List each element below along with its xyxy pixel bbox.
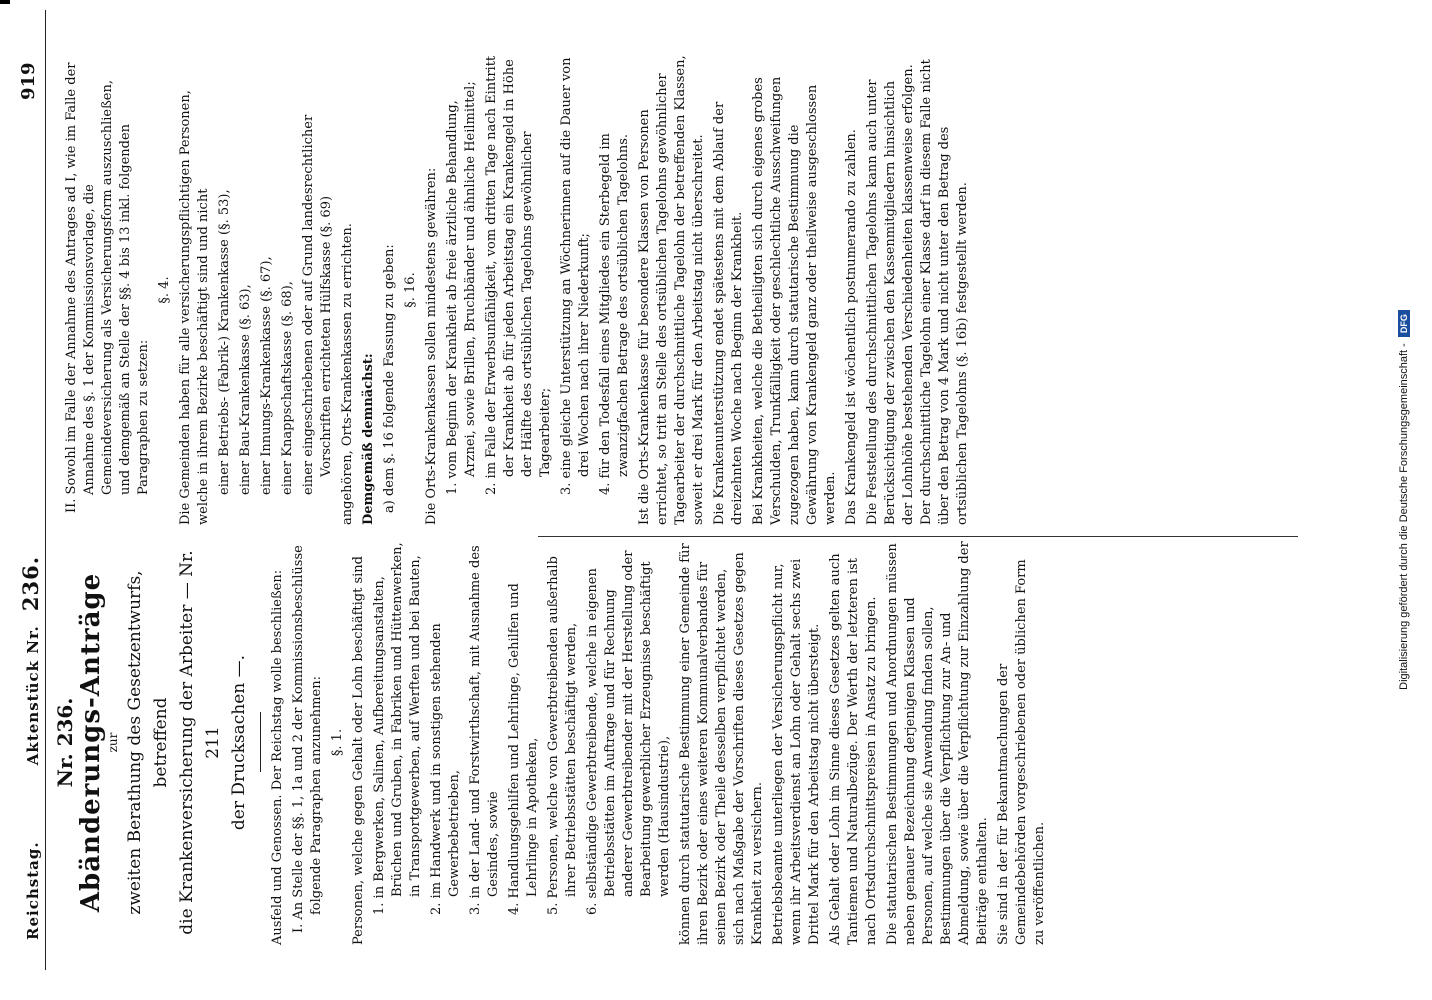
list-item: 4. für den Todesfall eines Mitgliedes ein Sterbegeld im zwanzigfachen Betrage des ortsüblichen Tagelohns. (598, 133, 631, 495)
doc-subtitle-line-3: der Drucksachen —. (229, 654, 249, 831)
paragraph-personen: Personen, welche gegen Gehalt oder Lohn beschäftigt sind (351, 556, 366, 945)
left-column (50, 540, 1052, 945)
right-column (60, 55, 975, 525)
list-item: einer Betriebs- (Fabrik-) Krankenkasse (§. 53), (217, 189, 232, 495)
digitization-credit (1398, 0, 1410, 1000)
doc-title-zur: zur (106, 732, 120, 753)
list-item: 3. eine gleiche Unterstützung an Wöchnerinnen auf die Dauer von drei Wochen nach ihrer Niederkunft; (559, 57, 592, 495)
list-item: 2. im Handwerk und in sonstigen stehenden Gewerbebetrieben, (429, 623, 462, 915)
header-rule (45, 10, 46, 970)
paragraph-statutarisch: Die statutarischen Bestimmungen und Anordnungen müssen neben genauer Bezeichnung derjenigen Klassen und Personen, auf welche sie Anwendung finden sollen, Bestimmungen über die Verpflichtung zur An- und Abmeldung, sowie über die Verpflichtung zur Einzahlung der Beiträge enthalten. (885, 541, 990, 945)
doc-subtitle-line-2: die Krankenversicherung der Arbeiter — Nr. 211 (177, 550, 223, 935)
list-item: 1. vom Beginn der Krankheit ab freie ärztliche Behandlung, Arznei, sowie Brillen, Bruchbänder und ähnliche Heilmittel; (445, 81, 478, 495)
paragraph-krankengeld: Das Krankengeld ist wöchentlich postnumerando zu zahlen. (844, 129, 859, 525)
paragraph-feststellung: Die Feststellung des durchschnittlichen Tagelohns kann auch unter Berücksichtigung der zwischen den Kassenmitgliedern hinsichtlich der Lohnhöhe bestehenden Verschiedenheiten klassenweise erfolgen. Der durchschnittliche Tagelohn einer Klasse darf in diesem Falle nicht über den Betrag von 4 Mark und nicht unter den Betrag des ortsüblichen Tagelohns (§. 16b) festgestellt werden. (865, 59, 970, 525)
paragraph-betriebsbeamte: Betriebsbeamte unterliegen der Versicherungspflicht nur, wenn ihr Arbeitsverdienst an Lohn oder Gehalt sechs zwei Drittel Mark für den Arbeitstag nicht übersteigt. (771, 558, 822, 945)
list-item: einer Bau-Krankenkasse (§. 63), (238, 284, 253, 495)
paragraph-krankenunterstuetzung: Die Krankenunterstützung endet spätestens mit dem Ablauf der dreizehnten Woche nach Beginn der Krankheit. (712, 101, 745, 525)
list-item: 6. selbständige Gewerbtreibende, welche in eigenen Betriebsstätten im Auftrage und für Rechnung anderer Gewerbtreibender mit der Herstellung oder Bearbeitung gewerblicher Erzeugnisse beschäftigt werden (Hausindustrie), (585, 550, 672, 915)
section-heading-16: §. 16. (403, 272, 418, 308)
list-item: 2. im Falle der Erwerbsunfähigkeit, vom dritten Tage nach Eintritt der Krankheit ab für jeden Arbeitstag ein Krankengeld in Höhe der Hälfte des ortsüblichen Tagelohns gewöhnlicher Tagearbeiter; (484, 55, 553, 495)
title-rule (260, 713, 261, 773)
list-item: 3. in der Land- und Forstwirthschaft, mit Ausnahme des Gesindes, sowie (468, 545, 501, 915)
list-item: 4. Handlungsgehilfen und Lehrlinge, Gehilfen und Lehrlinge in Apotheken, (507, 583, 540, 915)
section-heading-1: §. 1. (330, 728, 345, 757)
page-number: 919 (18, 62, 39, 100)
column-divider (538, 536, 1298, 537)
list-item: 1. in Bergwerken, Salinen, Aufbereitungsanstalten, Brüchen und Gruben, in Fabriken und Hüttenwerken, in Transportgewerben, auf Werften und bei Bauten, (372, 542, 423, 915)
scan-edge-mark (0, 0, 10, 4)
running-header (18, 420, 43, 980)
item-II: II. Sowohl im Falle der Annahme des Antrages ad I, wie im Falle der Annahme des §. 1 der Kommissionsvorlage, die Gemeindeversicherung als Versicherungsform auszuschließen, und demgemäß an Stelle der §§. 4 bis 13 inkl. folgenden Paragraphen zu setzen: (64, 62, 151, 513)
header-aktenstueck: Aktenstück Nr. (24, 625, 42, 766)
header-reichstag: Reichstag. (24, 841, 42, 940)
doc-subtitle-line-1: zweiten Berathung des Gesetzentwurfs, betreffend (125, 570, 171, 915)
header-nr: 236. (18, 555, 43, 612)
paragraph-demgemaess: Demgemäß demnächst: (361, 353, 376, 525)
credit-text: Digitalisierung gefördert durch die Deutsche Forschungsgemeinschaft - (1398, 343, 1410, 690)
paragraph-krankheiten: Bei Krankheiten, welche die Betheiligten sich durch eigenes grobes Verschulden, Trunkfälligkeit oder geschlechtliche Ausschweifungen zugezogen haben, kann durch statutarische Bestimmung die Gewährung von Krankengeld ganz oder theilweise ausgeschlossen werden. (751, 76, 838, 525)
section-heading-4: §. 4. (157, 276, 172, 304)
doc-number: Nr. 236. (53, 697, 77, 788)
list-item: einer Knappschaftskasse (§. 68), (280, 281, 295, 495)
paragraph-angehoeren: angehören, Orts-Krankenkassen zu errichten. (340, 223, 355, 525)
list-item: einer Innungs-Krankenkasse (§. 67), (259, 256, 274, 495)
item-a: a) dem §. 16 folgende Fassung zu geben: (382, 244, 397, 513)
item-I: I. An Stelle der §§. 1, 1a und 2 der Kommissionsbeschlüsse folgende Paragraphen anzunehmen: (291, 545, 324, 933)
intro-paragraph: Ausfeld und Genossen. Der Reichstag wolle beschließen: (270, 569, 285, 945)
list-item: einer eingeschriebenen oder auf Grund landesrechtlicher Vorschriften errichteten Hülfskasse (§. 69) (301, 114, 334, 495)
list-item: 5. Personen, welche von Gewerbtreibenden außerhalb ihrer Betriebsstätten beschäftigt werden, (546, 556, 579, 915)
paragraph-koennen: können durch statutarische Bestimmung einer Gemeinde für ihren Bezirk oder eines weiteren Kommunalverbandes für seinen Bezirk oder Theile desselben verpflichtet werden, sich nach Maßgabe der Vorschriften dieses Gesetzes gegen Krankheit zu versichern. (678, 543, 765, 945)
dfg-logo: DFG (1398, 310, 1410, 337)
paragraph-gehalt: Als Gehalt oder Lohn im Sinne dieses Gesetzes gelten auch Tantiemen und Naturalbezüge. Der Werth der letzteren ist nach Ortsdurchschnittspreisen in Ansatz zu bringen. (828, 553, 879, 945)
paragraph-bekanntmachung: Sie sind in der für Bekanntmachungen der Gemeindebehörden vorgeschriebenen oder üblichen Form zu veröffentlichen. (996, 559, 1047, 945)
paragraph-gemeinden: Die Gemeinden haben für alle versicherungspflichtigen Personen, welche in ihrem Bezirke beschäftigt sind und nicht (178, 90, 211, 525)
paragraph-besondere-klassen: Ist die Orts-Krankenkasse für besondere Klassen von Personen errichtet, so tritt an Stelle des ortsüblichen Tagelohns gewöhnlicher Tagearbeiter der durchschnittliche Tagelohn der betreffenden Klassen, soweit er drei Mark für den Arbeitstag nicht überschreitet. (637, 55, 706, 525)
paragraph-orts-krankenkassen: Die Orts-Krankenkassen sollen mindestens gewähren: (424, 167, 439, 525)
doc-title: Abänderungs-Anträge (76, 572, 106, 913)
